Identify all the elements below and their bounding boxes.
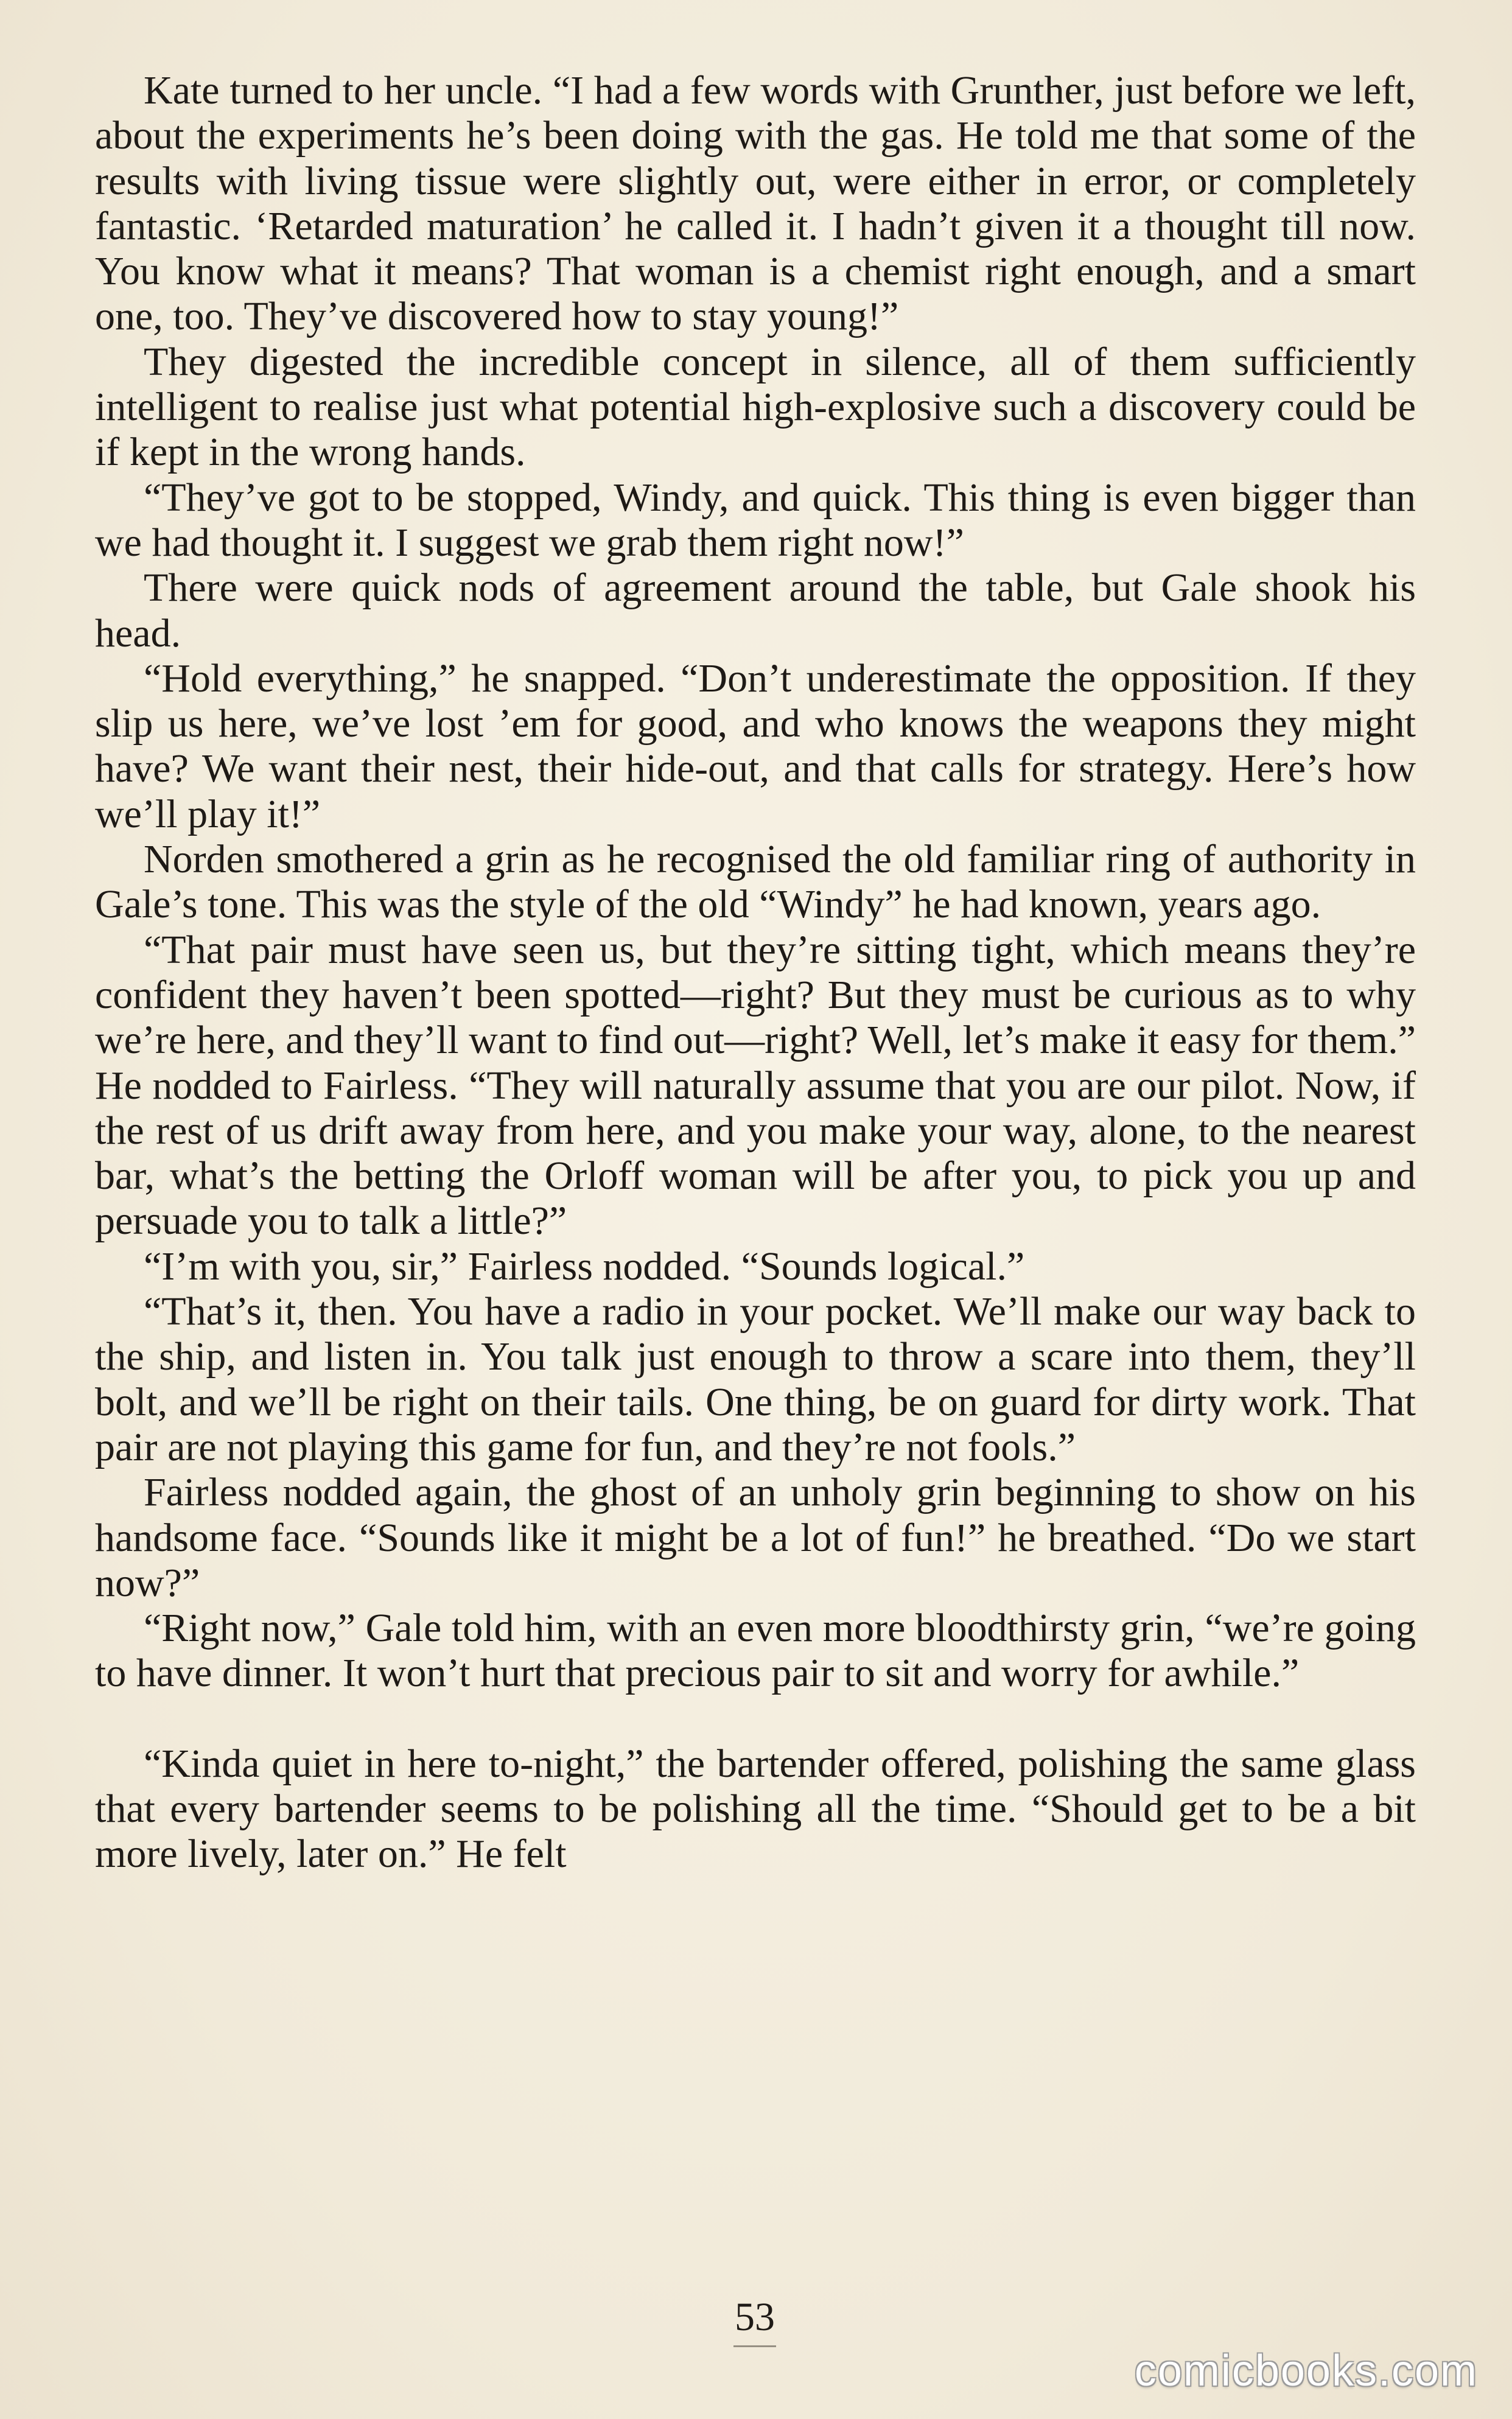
paragraph: Kate turned to her uncle. “I had a few words with Grunther, just before we left, about the experiments he’s been doing with the gas. He told me that some of the results with living tissue were slightly out, were either in error, or completely fantastic. ‘Retarded maturation’ he called it. I hadn’t given it a thought till now. You know what it means? That woman is a chemist right enough, and a smart one, too. They’ve discovered how to stay young!” [95,68,1416,339]
page-number: 53 [735,2295,775,2339]
paragraph: There were quick nods of agreement around the table, but Gale shook his head. [95,565,1416,656]
paragraph: “Kinda quiet in here to-night,” the bartender offered, polishing the same glass that every bartender seems to be polishing all the time. “Should get to be a bit more lively, later on.” He felt [95,1741,1416,1877]
paragraph: Fairless nodded again, the ghost of an unholy grin beginning to show on his handsome face. “Sounds like it might be a lot of fun!” he breathed. “Do we start now?” [95,1470,1416,1605]
paragraph: “That’s it, then. You have a radio in your pocket. We’ll make our way back to the ship, and listen in. You talk just enough to throw a scare into them, they’ll bolt, and we’ll be right on their tails. One thing, be on guard for dirty work. That pair are not playing this game for fun, and they’re not fools.” [95,1289,1416,1469]
paragraph: “They’ve got to be stopped, Windy, and quick. This thing is even bigger than we had thought it. I suggest we grab them right now!” [95,475,1416,565]
body-text [95,68,1416,1877]
paragraph: “Right now,” Gale told him, with an even more bloodthirsty grin, “we’re going to have dinner. It won’t hurt that precious pair to sit and worry for awhile.” [95,1606,1416,1696]
page-number-underline [733,2345,776,2347]
paragraph: They digested the incredible concept in silence, all of them sufficiently intelligent to realise just what potential high-explosive such a discovery could be if kept in the wrong hands. [95,339,1416,475]
watermark-logo: comicbooks.com [1134,2347,1478,2395]
paragraph: “That pair must have seen us, but they’re sitting tight, which means they’re confident they haven’t been spotted—right? But they must be curious as to why we’re here, and they’ll want to find out—right? Well, let’s make it easy for them.” He nodded to Fairless. “They will naturally assume that you are our pilot. Now, if the rest of us drift away from here, and you make your way, alone, to the nearest bar, what’s the betting the Orloff woman will be after you, to pick you up and persuade you to talk a little?” [95,927,1416,1244]
paragraph: Norden smothered a grin as he recognised the old familiar ring of authority in Gale’s tone. This was the style of the old “Windy” he had known, years ago. [95,837,1416,927]
paragraph: “Hold everything,” he snapped. “Don’t underestimate the opposition. If they slip us here, we’ve lost ’em for good, and who knows the weapons they might have? We want their nest, their hide-out, and that calls for strategy. Here’s how we’ll play it!” [95,656,1416,836]
paragraph: “I’m with you, sir,” Fairless nodded. “Sounds logical.” [144,1244,1025,1289]
